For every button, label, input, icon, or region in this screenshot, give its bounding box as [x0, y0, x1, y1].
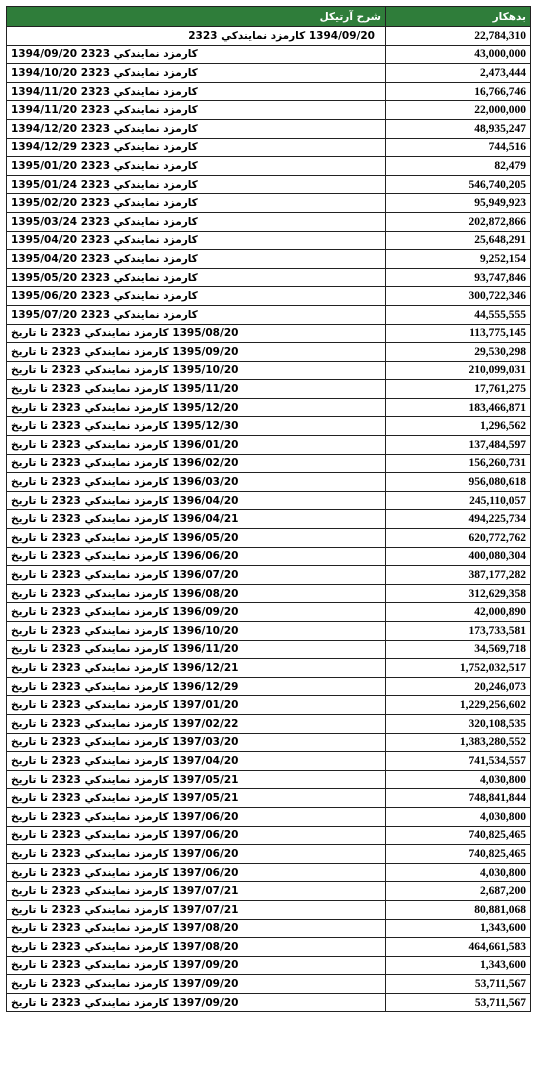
table-row	[7, 473, 531, 492]
table-row	[7, 547, 531, 566]
row-description: 1396/01/20 كارمزد نمايندكي 2323 تا تاريخ	[7, 436, 386, 455]
row-debit-amount: 740,825,465	[386, 845, 531, 864]
row-debit-amount: 137,484,597	[386, 436, 531, 455]
table-row	[7, 603, 531, 622]
table-row	[7, 938, 531, 957]
table-row	[7, 491, 531, 510]
row-debit-amount: 1,383,280,552	[386, 733, 531, 752]
table-row	[7, 845, 531, 864]
row-debit-amount: 22,000,000	[386, 101, 531, 120]
table-row	[7, 268, 531, 287]
table-row	[7, 993, 531, 1012]
ledger-table	[6, 6, 531, 1012]
row-description: كارمزد نمايندكي 2323 1394/11/20	[7, 82, 386, 101]
table-row	[7, 454, 531, 473]
description-header: شرح آرتیکل	[7, 7, 386, 27]
table-row	[7, 975, 531, 994]
table-row	[7, 566, 531, 585]
row-debit-amount: 1,343,600	[386, 919, 531, 938]
table-row	[7, 436, 531, 455]
row-description: 1394/09/20 كارمزد نمايندكي 2323	[7, 27, 386, 46]
table-row	[7, 194, 531, 213]
row-description: كارمزد نمايندكي 2323 1395/04/20	[7, 231, 386, 250]
row-debit-amount: 53,711,567	[386, 975, 531, 994]
row-debit-amount: 53,711,567	[386, 993, 531, 1012]
row-debit-amount: 744,516	[386, 138, 531, 157]
row-debit-amount: 95,949,923	[386, 194, 531, 213]
row-debit-amount: 202,872,866	[386, 212, 531, 231]
row-description: كارمزد نمايندكي 2323 1395/07/20	[7, 305, 386, 324]
row-debit-amount: 1,752,032,517	[386, 659, 531, 678]
table-row	[7, 231, 531, 250]
row-description: 1397/07/21 كارمزد نمايندكي 2323 تا تاريخ	[7, 900, 386, 919]
row-description: 1396/04/21 كارمزد نمايندكي 2323 تا تاريخ	[7, 510, 386, 529]
row-description: كارمزد نمايندكي 2323 1394/10/20	[7, 64, 386, 83]
table-row	[7, 919, 531, 938]
table-row	[7, 82, 531, 101]
row-description: 1397/07/21 كارمزد نمايندكي 2323 تا تاريخ	[7, 882, 386, 901]
table-row	[7, 138, 531, 157]
row-description: 1396/12/21 كارمزد نمايندكي 2323 تا تاريخ	[7, 659, 386, 678]
row-debit-amount: 4,030,800	[386, 807, 531, 826]
table-row	[7, 101, 531, 120]
row-debit-amount: 25,648,291	[386, 231, 531, 250]
row-description: 1396/08/20 كارمزد نمايندكي 2323 تا تاريخ	[7, 584, 386, 603]
row-description: 1397/09/20 كارمزد نمايندكي 2323 تا تاريخ	[7, 975, 386, 994]
table-row	[7, 677, 531, 696]
table-row	[7, 27, 531, 46]
row-description: 1396/02/20 كارمزد نمايندكي 2323 تا تاريخ	[7, 454, 386, 473]
table-row	[7, 714, 531, 733]
row-description: 1397/09/20 كارمزد نمايندكي 2323 تا تاريخ	[7, 993, 386, 1012]
row-debit-amount: 34,569,718	[386, 640, 531, 659]
row-debit-amount: 387,177,282	[386, 566, 531, 585]
ledger-sheet	[6, 6, 530, 1012]
row-debit-amount: 93,747,846	[386, 268, 531, 287]
row-description: 1396/05/20 كارمزد نمايندكي 2323 تا تاريخ	[7, 529, 386, 548]
table-row	[7, 622, 531, 641]
row-debit-amount: 43,000,000	[386, 45, 531, 64]
table-row	[7, 640, 531, 659]
row-description: 1397/02/22 كارمزد نمايندكي 2323 تا تاريخ	[7, 714, 386, 733]
row-description: 1397/06/20 كارمزد نمايندكي 2323 تا تاريخ	[7, 807, 386, 826]
row-debit-amount: 464,661,583	[386, 938, 531, 957]
debit-header: بدهکار	[386, 7, 531, 27]
table-row	[7, 882, 531, 901]
row-description: كارمزد نمايندكي 2323 1395/01/24	[7, 175, 386, 194]
row-debit-amount: 741,534,557	[386, 752, 531, 771]
table-row	[7, 733, 531, 752]
table-row	[7, 324, 531, 343]
row-debit-amount: 80,881,068	[386, 900, 531, 919]
row-debit-amount: 748,841,844	[386, 789, 531, 808]
row-debit-amount: 113,775,145	[386, 324, 531, 343]
row-description: 1396/03/20 كارمزد نمايندكي 2323 تا تاريخ	[7, 473, 386, 492]
row-description: كارمزد نمايندكي 2323 1395/06/20	[7, 287, 386, 306]
row-debit-amount: 210,099,031	[386, 361, 531, 380]
row-debit-amount: 16,766,746	[386, 82, 531, 101]
row-debit-amount: 1,296,562	[386, 417, 531, 436]
row-debit-amount: 1,343,600	[386, 956, 531, 975]
header-row	[7, 7, 531, 27]
row-description: 1396/07/20 كارمزد نمايندكي 2323 تا تاريخ	[7, 566, 386, 585]
table-row	[7, 157, 531, 176]
row-debit-amount: 183,466,871	[386, 398, 531, 417]
row-description: 1397/05/21 كارمزد نمايندكي 2323 تا تاريخ	[7, 770, 386, 789]
row-debit-amount: 82,479	[386, 157, 531, 176]
table-row	[7, 398, 531, 417]
row-debit-amount: 156,260,731	[386, 454, 531, 473]
row-debit-amount: 42,000,890	[386, 603, 531, 622]
row-description: 1396/04/20 كارمزد نمايندكي 2323 تا تاريخ	[7, 491, 386, 510]
row-description: 1397/01/20 كارمزد نمايندكي 2323 تا تاريخ	[7, 696, 386, 715]
row-description: 1397/08/20 كارمزد نمايندكي 2323 تا تاريخ	[7, 919, 386, 938]
row-debit-amount: 546,740,205	[386, 175, 531, 194]
row-debit-amount: 320,108,535	[386, 714, 531, 733]
row-description: 1397/06/20 كارمزد نمايندكي 2323 تا تاريخ	[7, 845, 386, 864]
row-description: 1396/06/20 كارمزد نمايندكي 2323 تا تاريخ	[7, 547, 386, 566]
table-row	[7, 287, 531, 306]
row-description: 1395/11/20 كارمزد نمايندكي 2323 تا تاريخ	[7, 380, 386, 399]
row-debit-amount: 300,722,346	[386, 287, 531, 306]
table-row	[7, 361, 531, 380]
row-description: كارمزد نمايندكي 2323 1394/12/20	[7, 119, 386, 138]
row-description: 1396/12/29 كارمزد نمايندكي 2323 تا تاريخ	[7, 677, 386, 696]
ledger-body	[7, 27, 531, 1012]
row-debit-amount: 312,629,358	[386, 584, 531, 603]
table-row	[7, 305, 531, 324]
table-row	[7, 175, 531, 194]
row-description: كارمزد نمايندكي 2323 1394/12/29	[7, 138, 386, 157]
row-description: كارمزد نمايندكي 2323 1395/03/24	[7, 212, 386, 231]
table-row	[7, 380, 531, 399]
row-description: 1397/04/20 كارمزد نمايندكي 2323 تا تاريخ	[7, 752, 386, 771]
table-row	[7, 659, 531, 678]
row-description: 1397/06/20 كارمزد نمايندكي 2323 تا تاريخ	[7, 826, 386, 845]
row-description: 1395/10/20 كارمزد نمايندكي 2323 تا تاريخ	[7, 361, 386, 380]
row-debit-amount: 17,761,275	[386, 380, 531, 399]
row-debit-amount: 48,935,247	[386, 119, 531, 138]
table-row	[7, 343, 531, 362]
row-debit-amount: 494,225,734	[386, 510, 531, 529]
table-row	[7, 119, 531, 138]
row-debit-amount: 620,772,762	[386, 529, 531, 548]
row-debit-amount: 400,080,304	[386, 547, 531, 566]
row-debit-amount: 44,555,555	[386, 305, 531, 324]
row-debit-amount: 740,825,465	[386, 826, 531, 845]
row-debit-amount: 2,687,200	[386, 882, 531, 901]
row-debit-amount: 20,246,073	[386, 677, 531, 696]
table-row	[7, 752, 531, 771]
row-debit-amount: 9,252,154	[386, 250, 531, 269]
row-debit-amount: 956,080,618	[386, 473, 531, 492]
row-debit-amount: 29,530,298	[386, 343, 531, 362]
row-debit-amount: 173,733,581	[386, 622, 531, 641]
row-description: كارمزد نمايندكي 2323 1395/05/20	[7, 268, 386, 287]
row-debit-amount: 4,030,800	[386, 863, 531, 882]
row-debit-amount: 22,784,310	[386, 27, 531, 46]
row-description: 1396/11/20 كارمزد نمايندكي 2323 تا تاريخ	[7, 640, 386, 659]
row-description: 1395/09/20 كارمزد نمايندكي 2323 تا تاريخ	[7, 343, 386, 362]
table-row	[7, 529, 531, 548]
table-row	[7, 696, 531, 715]
row-description: 1397/09/20 كارمزد نمايندكي 2323 تا تاريخ	[7, 956, 386, 975]
table-row	[7, 789, 531, 808]
row-description: 1397/05/21 كارمزد نمايندكي 2323 تا تاريخ	[7, 789, 386, 808]
table-row	[7, 212, 531, 231]
row-description: 1395/12/30 كارمزد نمايندكي 2323 تا تاريخ	[7, 417, 386, 436]
row-debit-amount: 2,473,444	[386, 64, 531, 83]
row-debit-amount: 1,229,256,602	[386, 696, 531, 715]
row-description: كارمزد نمايندكي 2323 1395/01/20	[7, 157, 386, 176]
row-description: كارمزد نمايندكي 2323 1394/09/20	[7, 45, 386, 64]
row-debit-amount: 245,110,057	[386, 491, 531, 510]
table-row	[7, 956, 531, 975]
table-row	[7, 900, 531, 919]
table-row	[7, 64, 531, 83]
table-row	[7, 250, 531, 269]
row-description: 1395/08/20 كارمزد نمايندكي 2323 تا تاريخ	[7, 324, 386, 343]
table-row	[7, 45, 531, 64]
row-description: 1395/12/20 كارمزد نمايندكي 2323 تا تاريخ	[7, 398, 386, 417]
row-debit-amount: 4,030,800	[386, 770, 531, 789]
table-row	[7, 826, 531, 845]
row-description: 1397/06/20 كارمزد نمايندكي 2323 تا تاريخ	[7, 863, 386, 882]
row-description: كارمزد نمايندكي 2323 1394/11/20	[7, 101, 386, 120]
table-row	[7, 417, 531, 436]
row-description: كارمزد نمايندكي 2323 1395/04/20	[7, 250, 386, 269]
table-row	[7, 770, 531, 789]
row-description: 1397/08/20 كارمزد نمايندكي 2323 تا تاريخ	[7, 938, 386, 957]
table-row	[7, 863, 531, 882]
row-description: كارمزد نمايندكي 2323 1395/02/20	[7, 194, 386, 213]
table-row	[7, 807, 531, 826]
table-row	[7, 584, 531, 603]
row-description: 1396/10/20 كارمزد نمايندكي 2323 تا تاريخ	[7, 622, 386, 641]
row-description: 1396/09/20 كارمزد نمايندكي 2323 تا تاريخ	[7, 603, 386, 622]
row-description: 1397/03/20 كارمزد نمايندكي 2323 تا تاريخ	[7, 733, 386, 752]
table-row	[7, 510, 531, 529]
